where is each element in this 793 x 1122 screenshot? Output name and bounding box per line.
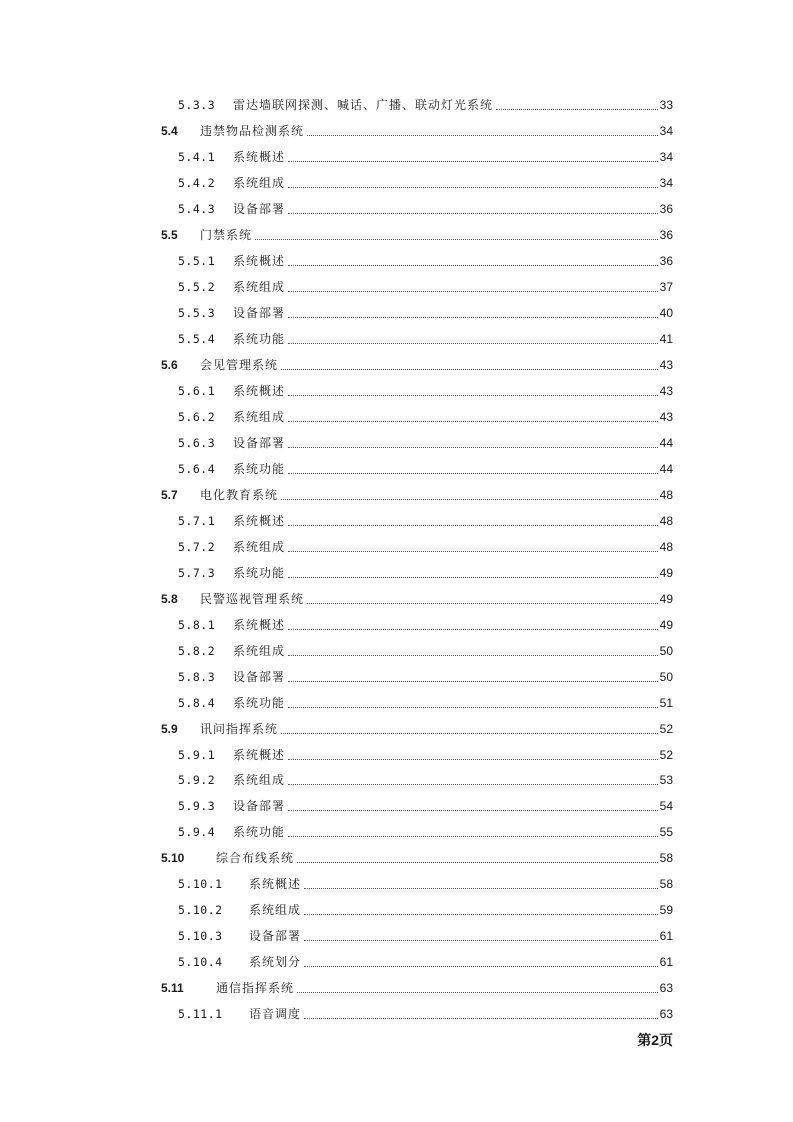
toc-entry-number: 5.5.2	[178, 279, 216, 294]
toc-entry-number: 5.8.4	[178, 695, 216, 710]
toc-entry-number: 5.9.1	[178, 747, 216, 762]
toc-leader-dots	[307, 589, 658, 604]
toc-entry-page: 36	[659, 253, 673, 268]
toc-entry-title: 系统概述	[233, 617, 286, 632]
toc-leader-dots	[288, 329, 658, 344]
toc-entry-title: 系统功能	[233, 331, 286, 346]
toc-entry-page: 41	[659, 331, 673, 346]
toc-entry-title: 语音调度	[249, 1007, 302, 1022]
toc-entry-number: 5.10.1	[178, 877, 223, 892]
toc-leader-dots	[288, 381, 658, 396]
toc-entry-title: 雷达墙联网探测、喊话、广播、联动灯光系统	[233, 98, 494, 112]
toc-entry-title: 设备部署	[233, 799, 286, 814]
toc-entry-page: 48	[659, 539, 673, 554]
toc-leader-dots	[297, 848, 658, 863]
page-number: 第2页	[637, 1032, 673, 1048]
toc-entry-number: 5.6.1	[178, 383, 216, 398]
toc-entry-title: 民警巡视管理系统	[200, 591, 305, 606]
toc-entry-number: 5.6.2	[178, 409, 216, 424]
toc-leader-dots	[496, 95, 658, 110]
toc-entry-title: 系统组成	[233, 279, 286, 294]
toc-entry-number: 5.7.2	[178, 539, 216, 554]
toc-entry-page: 50	[659, 643, 673, 658]
toc-entry-number: 5.9	[161, 721, 178, 736]
toc-entry-number: 5.6.3	[178, 435, 216, 450]
toc-entry-number: 5.5	[161, 227, 178, 242]
toc-leader-dots	[288, 199, 658, 214]
toc-entry-page: 58	[659, 851, 673, 866]
toc-entry-title: 系统功能	[233, 461, 286, 476]
toc-entry-page: 49	[659, 591, 673, 606]
toc-entry-number: 5.10.4	[178, 955, 223, 970]
toc-entry-page: 49	[659, 617, 673, 632]
toc-entry-number: 5.8.2	[178, 643, 216, 658]
toc-entry-number: 5.9.2	[178, 773, 216, 788]
toc-leader-dots	[288, 563, 658, 578]
toc-leader-dots	[288, 641, 658, 656]
toc-entry-title: 系统组成	[233, 175, 286, 190]
toc-entry[interactable]	[0, 1007, 793, 1033]
toc-entry-number: 5.9.4	[178, 825, 216, 840]
toc-entry-page: 43	[659, 409, 673, 424]
toc-leader-dots	[288, 251, 658, 266]
toc-entry-title: 系统组成	[233, 409, 286, 424]
toc-entry-number: 5.7.3	[178, 565, 216, 580]
toc-entry-page: 37	[659, 279, 673, 294]
toc-leader-dots	[288, 303, 658, 318]
toc-entry-number: 5.5.4	[178, 331, 216, 346]
toc-leader-dots	[288, 459, 658, 474]
toc-entry-page: 43	[659, 357, 673, 372]
toc-entry-page: 63	[659, 981, 673, 996]
toc-entry-title: 系统划分	[249, 955, 302, 970]
toc-entry-number: 5.10.3	[178, 929, 223, 944]
toc-entry-page: 44	[659, 435, 673, 450]
toc-entry-title: 设备部署	[233, 669, 286, 684]
toc-entry-number: 5.8	[161, 591, 178, 606]
toc-entry-page: 53	[659, 773, 673, 788]
toc-leader-dots	[281, 719, 658, 734]
toc-entry-page: 34	[659, 123, 673, 138]
toc-entry-title: 系统组成	[233, 539, 286, 554]
toc-entry-title: 门禁系统	[200, 227, 253, 242]
toc-entry-number: 5.11.1	[178, 1007, 223, 1022]
toc-leader-dots	[255, 225, 658, 240]
toc-entry-page: 40	[659, 305, 673, 320]
toc-leader-dots	[304, 952, 658, 967]
toc-entry-title: 设备部署	[249, 929, 302, 944]
toc-entry-page: 54	[659, 799, 673, 814]
toc-entry-number: 5.7.1	[178, 513, 216, 528]
toc-entry-number: 5.4.2	[178, 175, 216, 190]
toc-entry-page: 51	[659, 695, 673, 710]
toc-entry-number: 5.6	[161, 357, 178, 372]
toc-entry-page: 63	[659, 1007, 673, 1022]
toc-entry-page: 52	[659, 721, 673, 736]
toc-leader-dots	[288, 745, 658, 760]
toc-entry-number: 5.4.1	[178, 149, 216, 164]
toc-entry-title: 设备部署	[233, 201, 286, 216]
toc-leader-dots	[288, 433, 658, 448]
toc-leader-dots	[304, 926, 658, 941]
toc-entry-page: 61	[659, 929, 673, 944]
toc-entry-number: 5.6.4	[178, 461, 216, 476]
toc-entry-page: 36	[659, 227, 673, 242]
toc-entry-page: 34	[659, 175, 673, 190]
toc-entry-page: 55	[659, 825, 673, 840]
toc-entry-number: 5.9.3	[178, 799, 216, 814]
toc-entry-title: 综合布线系统	[216, 851, 295, 866]
toc-entry-page: 43	[659, 383, 673, 398]
toc-leader-dots	[288, 822, 658, 837]
toc-leader-dots	[288, 511, 658, 526]
toc-entry-number: 5.4.3	[178, 201, 216, 216]
toc-entry-number: 5.3.3	[178, 98, 216, 112]
toc-entry-title: 系统功能	[233, 825, 286, 840]
toc-entry-title: 电化教育系统	[200, 487, 279, 502]
toc-leader-dots	[304, 1004, 658, 1019]
toc-entry-number: 5.7	[161, 487, 178, 502]
toc-entry-number: 5.5.3	[178, 305, 216, 320]
toc-leader-dots	[297, 978, 658, 993]
toc-entry-title: 系统功能	[233, 695, 286, 710]
toc-entry-page: 61	[659, 955, 673, 970]
toc-entry-title: 系统组成	[233, 773, 286, 788]
toc-entry-title: 系统概述	[233, 253, 286, 268]
toc-leader-dots	[288, 693, 658, 708]
toc-entry-title: 系统概述	[233, 383, 286, 398]
toc-leader-dots	[288, 277, 658, 292]
toc-entry-title: 设备部署	[233, 435, 286, 450]
toc-entry-title: 系统功能	[233, 565, 286, 580]
toc-entry-page: 52	[659, 747, 673, 762]
toc-entry-title: 系统概述	[249, 877, 302, 892]
toc-entry-title: 讯问指挥系统	[200, 721, 279, 736]
toc-entry-title: 违禁物品检测系统	[200, 123, 305, 138]
toc-entry-number: 5.10.2	[178, 903, 223, 918]
toc-entry-title: 系统组成	[233, 643, 286, 658]
toc-entry-page: 48	[659, 513, 673, 528]
toc-entry-page: 48	[659, 487, 673, 502]
toc-entry-page: 44	[659, 461, 673, 476]
toc-leader-dots	[307, 121, 658, 136]
toc-entry-number: 5.11	[161, 981, 184, 996]
toc-leader-dots	[288, 667, 658, 682]
toc-entry-title: 系统概述	[233, 149, 286, 164]
toc-leader-dots	[288, 147, 658, 162]
toc-entry-number: 5.8.1	[178, 617, 216, 632]
toc-entry-page: 50	[659, 669, 673, 684]
toc-entry-title: 系统概述	[233, 513, 286, 528]
toc-leader-dots	[288, 770, 658, 785]
toc-leader-dots	[288, 796, 658, 811]
toc-leader-dots	[304, 874, 658, 889]
toc-entry-title: 系统组成	[249, 903, 302, 918]
toc-leader-dots	[304, 900, 658, 915]
toc-entry-title: 设备部署	[233, 305, 286, 320]
toc-entry-title: 通信指挥系统	[216, 981, 295, 996]
toc-leader-dots	[288, 615, 658, 630]
toc-leader-dots	[288, 537, 658, 552]
toc-entry-page: 36	[659, 201, 673, 216]
toc-entry-number: 5.8.3	[178, 669, 216, 684]
toc-leader-dots	[288, 173, 658, 188]
toc-entry-title: 系统概述	[233, 747, 286, 762]
toc-entry-title: 会见管理系统	[200, 357, 279, 372]
toc-entry-page: 33	[659, 98, 673, 112]
toc-leader-dots	[281, 355, 658, 370]
toc-entry-page: 59	[659, 903, 673, 918]
toc-entry-number: 5.4	[161, 123, 178, 138]
toc-entry-page: 58	[659, 877, 673, 892]
toc-entry-page: 49	[659, 565, 673, 580]
toc-entry-number: 5.5.1	[178, 253, 216, 268]
toc-leader-dots	[281, 485, 658, 500]
toc-entry-page: 34	[659, 149, 673, 164]
toc-leader-dots	[288, 407, 658, 422]
toc-entry-number: 5.10	[161, 851, 185, 866]
